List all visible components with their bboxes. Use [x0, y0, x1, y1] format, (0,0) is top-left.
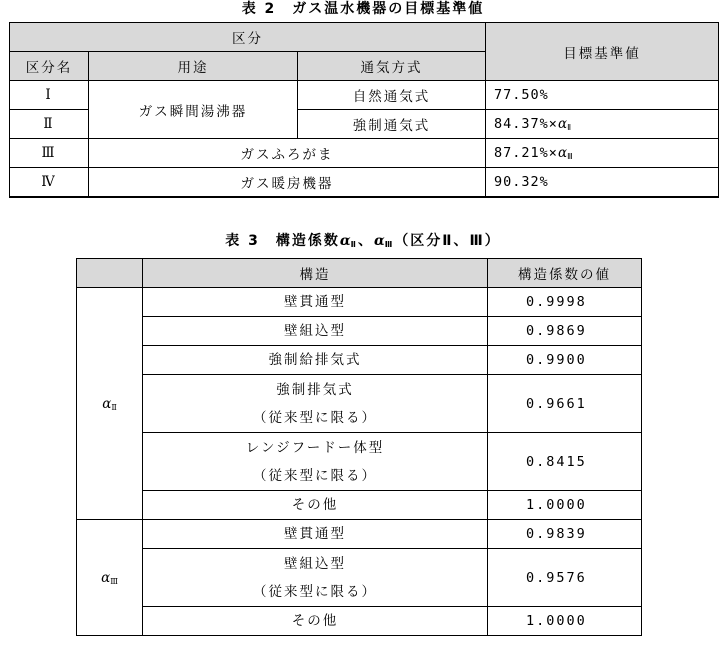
row-youto: ガス瞬間湯沸器	[89, 81, 298, 139]
table-row	[77, 520, 642, 549]
row-value	[486, 139, 719, 168]
table-row	[77, 317, 642, 346]
coef-value: 1.0000	[488, 607, 642, 636]
structure-name: 壁貫通型	[143, 520, 488, 549]
structure-line2: （従来型に限る）	[253, 409, 377, 426]
structure-name	[143, 375, 488, 433]
header-target-value: 目標基準値	[486, 23, 719, 81]
table-row	[77, 288, 642, 317]
alpha-subscript: Ⅲ	[110, 576, 118, 586]
structure-line1: 強制排気式	[276, 381, 354, 398]
alpha-subscript: Ⅱ	[567, 123, 572, 132]
structure-name: その他	[143, 607, 488, 636]
alpha-subscript: Ⅲ	[384, 240, 395, 249]
row-tsuki: 自然通気式	[298, 81, 486, 110]
table-row	[77, 549, 642, 607]
table-row	[77, 491, 642, 520]
alpha-group-label	[77, 288, 143, 520]
table-row	[10, 81, 719, 110]
structure-name: 強制給排気式	[143, 346, 488, 375]
coef-value: 0.8415	[488, 433, 642, 491]
structure-line1: 壁組込型	[284, 555, 346, 572]
table-row	[77, 433, 642, 491]
alpha-symbol: α	[373, 233, 385, 249]
table-row	[10, 139, 719, 168]
alpha-symbol: α	[557, 145, 568, 161]
table-row	[77, 607, 642, 636]
row-id: Ⅱ	[10, 110, 89, 139]
caption-prefix: 表 3 構造係数	[225, 233, 340, 249]
table2-caption: 表 2 ガス温水機器の目標基準値	[241, 1, 485, 17]
structure-name: その他	[143, 491, 488, 520]
alpha-symbol: α	[557, 116, 568, 132]
row-id: Ⅰ	[10, 81, 89, 110]
table3-caption	[0, 232, 726, 254]
structure-name	[143, 433, 488, 491]
header-youto: 用途	[89, 52, 298, 81]
alpha-symbol: α	[102, 395, 112, 412]
coef-value: 1.0000	[488, 491, 642, 520]
alpha-group-label	[77, 520, 143, 636]
table-row	[10, 168, 719, 197]
header-blank	[77, 259, 143, 288]
coef-value: 0.9869	[488, 317, 642, 346]
row-id: Ⅳ	[10, 168, 89, 197]
header-coef-value: 構造係数の値	[488, 259, 642, 288]
row-value: 90.32%	[486, 168, 719, 197]
structure-name	[143, 549, 488, 607]
coef-value: 0.9661	[488, 375, 642, 433]
coef-value: 0.9839	[488, 520, 642, 549]
row-youto: ガスふろがま	[89, 139, 486, 168]
row-value: 77.50%	[486, 81, 719, 110]
row-youto: ガス暖房機器	[89, 168, 486, 197]
row-value	[486, 110, 719, 139]
alpha-subscript: Ⅲ	[567, 152, 574, 161]
structure-name: 壁貫通型	[143, 288, 488, 317]
header-tsuki: 通気方式	[298, 52, 486, 81]
coef-value: 0.9998	[488, 288, 642, 317]
structure-coefficient-table	[76, 258, 642, 636]
target-standard-table	[9, 22, 719, 198]
structure-line1: レンジフードー体型	[245, 439, 385, 456]
coef-value: 0.9576	[488, 549, 642, 607]
structure-line2: （従来型に限る）	[253, 467, 377, 484]
alpha-subscript: Ⅱ	[350, 240, 358, 249]
structure-name: 壁組込型	[143, 317, 488, 346]
header-kubun: 区分	[10, 23, 486, 52]
alpha-subscript: Ⅱ	[111, 402, 117, 412]
caption-separator: 、	[357, 233, 374, 249]
table-row	[77, 375, 642, 433]
structure-line2: （従来型に限る）	[253, 583, 377, 600]
row-tsuki: 強制通気式	[298, 110, 486, 139]
caption-suffix: （区分Ⅱ、Ⅲ）	[394, 233, 501, 249]
value-text: 87.21%×	[494, 145, 558, 161]
header-structure: 構造	[143, 259, 488, 288]
alpha-symbol: α	[101, 569, 111, 586]
alpha-symbol: α	[339, 233, 351, 249]
value-text: 84.37%×	[494, 116, 558, 132]
header-kubun-name: 区分名	[10, 52, 89, 81]
coef-value: 0.9900	[488, 346, 642, 375]
table-row	[77, 346, 642, 375]
row-id: Ⅲ	[10, 139, 89, 168]
